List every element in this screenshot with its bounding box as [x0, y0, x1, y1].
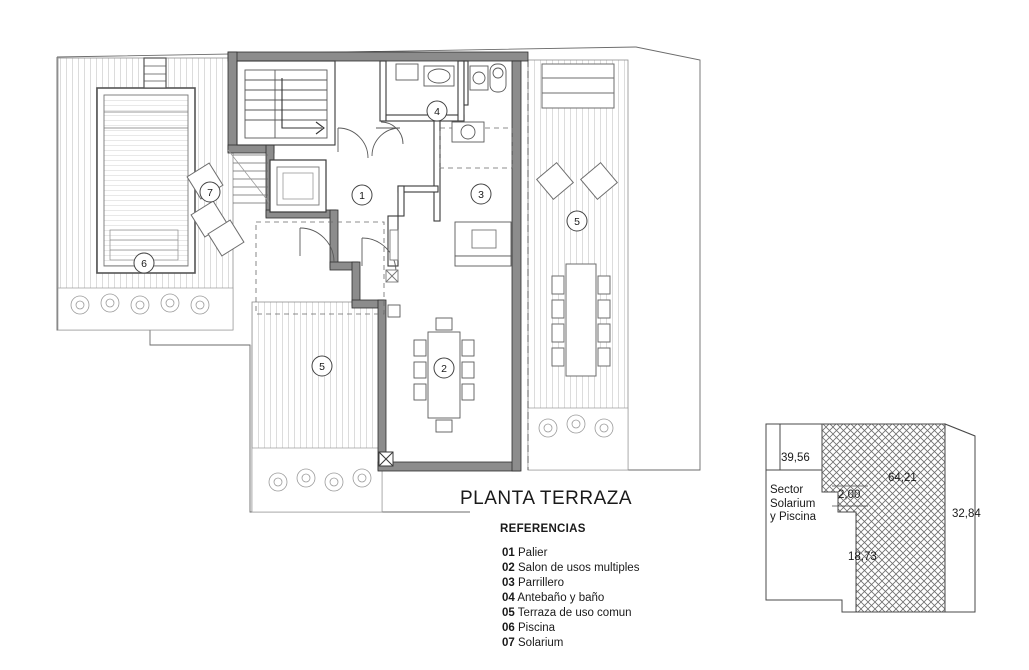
reference-label-03: Parrillero	[518, 577, 565, 589]
room-tag-6: 6	[141, 258, 147, 270]
reference-label-07: Solarium	[518, 637, 564, 649]
room-tag-7: 7	[207, 187, 213, 199]
reference-number-05: 05	[502, 607, 515, 619]
reference-label-06: Piscina	[518, 622, 556, 634]
key-plan-sector-label	[770, 484, 830, 525]
references-heading: REFERENCIAS	[500, 523, 586, 535]
room-tag-5-right: 5	[574, 216, 580, 228]
reference-item-01	[502, 547, 547, 559]
key-plan-dimension-18-73: 18,73	[848, 551, 877, 563]
room-tag-5-left: 5	[319, 361, 325, 373]
key-plan-dimension-64-21: 64,21	[888, 472, 917, 484]
key-plan-dimension-39-56: 39,56	[781, 452, 810, 464]
reference-label-05: Terraza de uso comun	[517, 607, 632, 619]
reference-item-06	[502, 622, 555, 634]
reference-number-04: 04	[502, 592, 515, 604]
key-plan-dimension-32-84: 32,84	[952, 508, 981, 520]
reference-item-05	[502, 607, 632, 619]
page-title: PLANTA TERRAZA	[460, 488, 633, 509]
reference-number-01: 01	[502, 547, 515, 559]
reference-item-04	[502, 592, 604, 604]
room-tag-1: 1	[359, 190, 365, 202]
reference-item-02	[502, 562, 639, 574]
reference-number-06: 06	[502, 622, 515, 634]
reference-number-02: 02	[502, 562, 515, 574]
room-tag-2: 2	[441, 363, 447, 375]
sector-label-line-3: y Piscina	[770, 511, 817, 523]
sector-label-line-2: Solarium	[770, 497, 816, 510]
key-plan-dimension-2-00: 2,00	[838, 489, 861, 501]
reference-label-02: Salon de usos multiples	[518, 562, 640, 574]
reference-item-07	[502, 637, 563, 649]
room-tag-3: 3	[478, 189, 484, 201]
sector-label-line-1: Sector	[770, 484, 804, 496]
reference-number-07: 07	[502, 637, 515, 649]
reference-label-04: Antebaño y baño	[517, 592, 605, 604]
reference-number-03: 03	[502, 577, 515, 589]
reference-item-03	[502, 577, 564, 589]
reference-label-01: Palier	[518, 547, 548, 559]
room-tag-4: 4	[434, 106, 440, 118]
